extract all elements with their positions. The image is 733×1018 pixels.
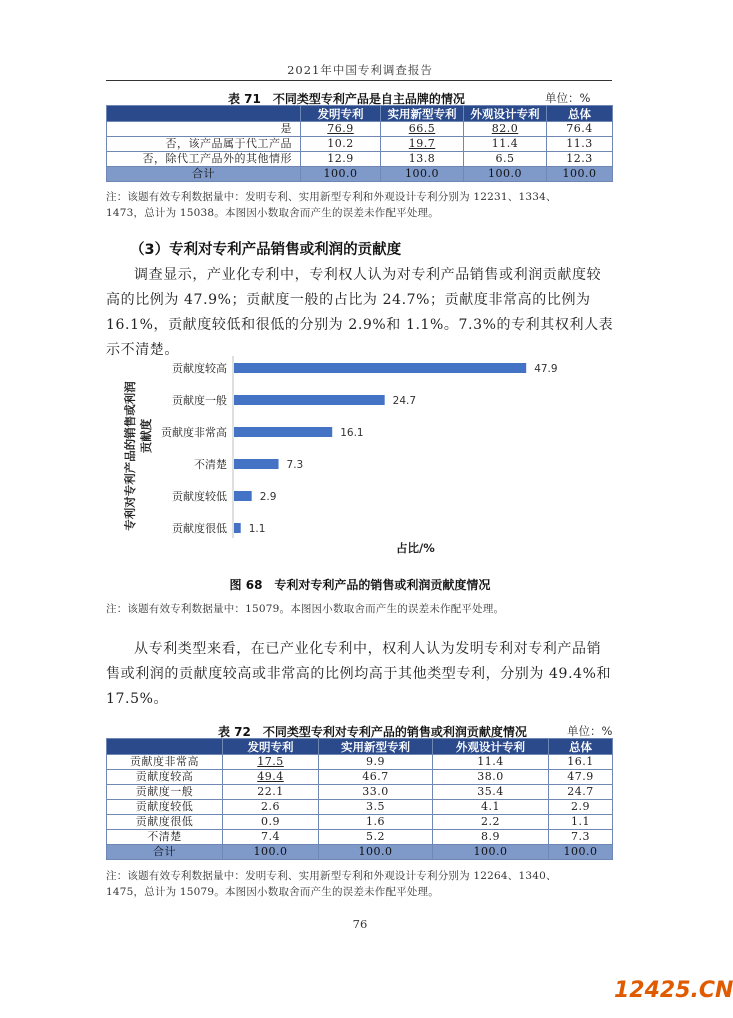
table-row bbox=[107, 830, 613, 845]
cell-value: 8.9 bbox=[433, 830, 549, 845]
table72-note bbox=[106, 868, 626, 900]
cell-value: 11.3 bbox=[547, 137, 613, 152]
cell-value: 7.3 bbox=[549, 830, 613, 845]
chart-xlabel: 占比/% bbox=[396, 541, 435, 555]
cell-value: 22.1 bbox=[223, 785, 319, 800]
table72-caption: 表 72 不同类型专利对专利产品的销售或利润贡献度情况 bbox=[218, 725, 527, 739]
bar-value-label: 1.1 bbox=[248, 523, 266, 535]
row-label: 否，除代工产品外的其他情形 bbox=[107, 152, 301, 167]
row-label: 贡献度非常高 bbox=[107, 755, 223, 770]
table-row bbox=[107, 755, 613, 770]
bar-category-label: 贡献度一般 bbox=[172, 394, 227, 407]
cell-value: 12.9 bbox=[301, 152, 381, 167]
cell-value: 46.7 bbox=[319, 770, 433, 785]
cell-value: 33.0 bbox=[319, 785, 433, 800]
cell-value: 1.1 bbox=[549, 815, 613, 830]
cell-value: 100.0 bbox=[223, 845, 319, 860]
table71-caption: 表 71 不同类型专利产品是自主品牌的情况 bbox=[228, 92, 465, 106]
table-row-total bbox=[107, 167, 613, 182]
cell-value: 47.9 bbox=[549, 770, 613, 785]
bar-category-label: 贡献度很低 bbox=[172, 522, 227, 535]
cell-value: 12.3 bbox=[547, 152, 613, 167]
table72-header-utility: 实用新型专利 bbox=[319, 739, 433, 755]
cell-value: 2.6 bbox=[223, 800, 319, 815]
cell-value: 0.9 bbox=[223, 815, 319, 830]
table72-header-design: 外观设计专利 bbox=[433, 739, 549, 755]
bar-category-label: 不清楚 bbox=[194, 458, 227, 471]
table71-header-overall: 总体 bbox=[547, 106, 613, 122]
page-number: 76 bbox=[352, 917, 368, 931]
cell-value: 1.6 bbox=[319, 815, 433, 830]
row-label: 贡献度较高 bbox=[107, 770, 223, 785]
cell-value: 100.0 bbox=[547, 167, 613, 182]
table-row bbox=[107, 770, 613, 785]
row-label: 合计 bbox=[107, 845, 223, 860]
cell-value: 76.4 bbox=[547, 122, 613, 137]
cell-value: 49.4 bbox=[257, 770, 284, 783]
paragraph-2: 从专利类型来看，在已产业化专利中，权利人认为发明专利对专利产品销售或利润的贡献度较高或非常高的比例均高于其他类型专利，分别为 49.4%和 17.5%。 bbox=[106, 641, 612, 707]
bar bbox=[234, 491, 252, 501]
cell-value: 100.0 bbox=[381, 167, 464, 182]
cell-value: 35.4 bbox=[433, 785, 549, 800]
table72-header-corner bbox=[107, 739, 223, 755]
bar bbox=[234, 427, 332, 437]
row-label: 不清楚 bbox=[107, 830, 223, 845]
cell-value: 19.7 bbox=[408, 137, 436, 150]
cell-value: 100.0 bbox=[549, 845, 613, 860]
table72-header-overall: 总体 bbox=[549, 739, 613, 755]
table71-note-line1: 注：该题有效专利数据量中：发明专利、实用新型专利和外观设计专利分别为 12231、1334、 bbox=[106, 191, 557, 203]
table71-note-line2: 1473，总计为 15038。本图因小数取舍而产生的误差未作配平处理。 bbox=[106, 207, 439, 219]
cell-value: 100.0 bbox=[433, 845, 549, 860]
contribution-bar-chart bbox=[106, 352, 614, 564]
table71-note bbox=[106, 189, 626, 221]
table71-header-row bbox=[107, 106, 613, 122]
cell-value: 6.5 bbox=[464, 152, 547, 167]
cell-value: 38.0 bbox=[433, 770, 549, 785]
cell-value: 11.4 bbox=[433, 755, 549, 770]
cell-value: 66.5 bbox=[408, 122, 436, 135]
table72-unit: 单位：% bbox=[567, 724, 613, 738]
table71-header-design: 外观设计专利 bbox=[464, 106, 547, 122]
table72-header-invention: 发明专利 bbox=[223, 739, 319, 755]
table72-note-line1: 注：该题有效专利数据量中：发明专利、实用新型专利和外观设计专利分别为 12264、1340、 bbox=[106, 870, 557, 882]
cell-value: 10.2 bbox=[301, 137, 381, 152]
row-label: 贡献度一般 bbox=[107, 785, 223, 800]
figure68-note: 注：该题有效专利数据量中：15079。本图因小数取舍而产生的误差未作配平处理。 bbox=[106, 603, 505, 615]
bar bbox=[234, 523, 241, 533]
bar-category-label: 贡献度较高 bbox=[172, 362, 227, 375]
cell-value: 24.7 bbox=[549, 785, 613, 800]
table71-header-corner bbox=[107, 106, 301, 122]
table71-header-invention: 发明专利 bbox=[301, 106, 381, 122]
table71 bbox=[106, 105, 613, 182]
bar-value-label: 7.3 bbox=[286, 459, 304, 471]
chart-bars bbox=[161, 361, 558, 535]
bar-value-label: 24.7 bbox=[392, 395, 417, 407]
table72-header-row bbox=[107, 739, 613, 755]
watermark-logo: 12425.CN bbox=[614, 978, 733, 1003]
table-row bbox=[107, 152, 613, 167]
cell-value: 7.4 bbox=[223, 830, 319, 845]
cell-value: 13.8 bbox=[381, 152, 464, 167]
figure68-caption: 图 68 专利对专利产品的销售或利润贡献度情况 bbox=[229, 578, 491, 592]
cell-value: 5.2 bbox=[319, 830, 433, 845]
cell-value: 9.9 bbox=[319, 755, 433, 770]
table-row bbox=[107, 137, 613, 152]
cell-value: 11.4 bbox=[464, 137, 547, 152]
chart-ylabel-line1: 专利对专利产品的销售或利润 bbox=[123, 381, 137, 531]
bar-value-label: 47.9 bbox=[534, 363, 558, 375]
paragraph-1: 调查显示，产业化专利中，专利权人认为对专利产品销售或利润贡献度较高的比例为 47.9%；贡献度一般的占比为 24.7%；贡献度非常高的比例为 16.1%，贡献度较低和很低的分别为 2.9%和 1.1%。7.3%的专利其权利人表示不清楚。 bbox=[106, 267, 614, 358]
header-rule bbox=[106, 80, 612, 81]
bar-category-label: 贡献度较低 bbox=[172, 490, 227, 503]
cell-value: 2.2 bbox=[433, 815, 549, 830]
bar bbox=[234, 363, 526, 373]
section-title: （3）专利对专利产品销售或利润的贡献度 bbox=[130, 242, 402, 258]
cell-value: 82.0 bbox=[491, 122, 519, 135]
table-row bbox=[107, 785, 613, 800]
cell-value: 2.9 bbox=[549, 800, 613, 815]
table-row bbox=[107, 800, 613, 815]
table72-note-line2: 1475，总计为 15079。本图因小数取舍而产生的误差未作配平处理。 bbox=[106, 886, 439, 898]
cell-value: 100.0 bbox=[464, 167, 547, 182]
cell-value: 4.1 bbox=[433, 800, 549, 815]
bar bbox=[234, 395, 385, 405]
table-row bbox=[107, 122, 613, 137]
bar bbox=[234, 459, 279, 469]
row-label: 合计 bbox=[107, 167, 301, 182]
row-label: 贡献度较低 bbox=[107, 800, 223, 815]
cell-value: 16.1 bbox=[549, 755, 613, 770]
bar-value-label: 2.9 bbox=[259, 491, 277, 503]
cell-value: 3.5 bbox=[319, 800, 433, 815]
bar-value-label: 16.1 bbox=[340, 427, 364, 439]
table-row-total bbox=[107, 845, 613, 860]
row-label: 是 bbox=[107, 122, 301, 137]
row-label: 否，该产品属于代工产品 bbox=[107, 137, 301, 152]
table-row bbox=[107, 815, 613, 830]
table72 bbox=[106, 738, 613, 860]
cell-value: 100.0 bbox=[319, 845, 433, 860]
running-header: 2021年中国专利调查报告 bbox=[287, 63, 433, 77]
row-label: 贡献度很低 bbox=[107, 815, 223, 830]
table71-header-utility: 实用新型专利 bbox=[381, 106, 464, 122]
bar-category-label: 贡献度非常高 bbox=[161, 426, 227, 439]
chart-ylabel-line2: 贡献度 bbox=[139, 418, 153, 454]
cell-value: 17.5 bbox=[257, 755, 284, 768]
table71-unit: 单位：% bbox=[545, 91, 591, 105]
cell-value: 100.0 bbox=[301, 167, 381, 182]
cell-value: 76.9 bbox=[327, 122, 354, 135]
